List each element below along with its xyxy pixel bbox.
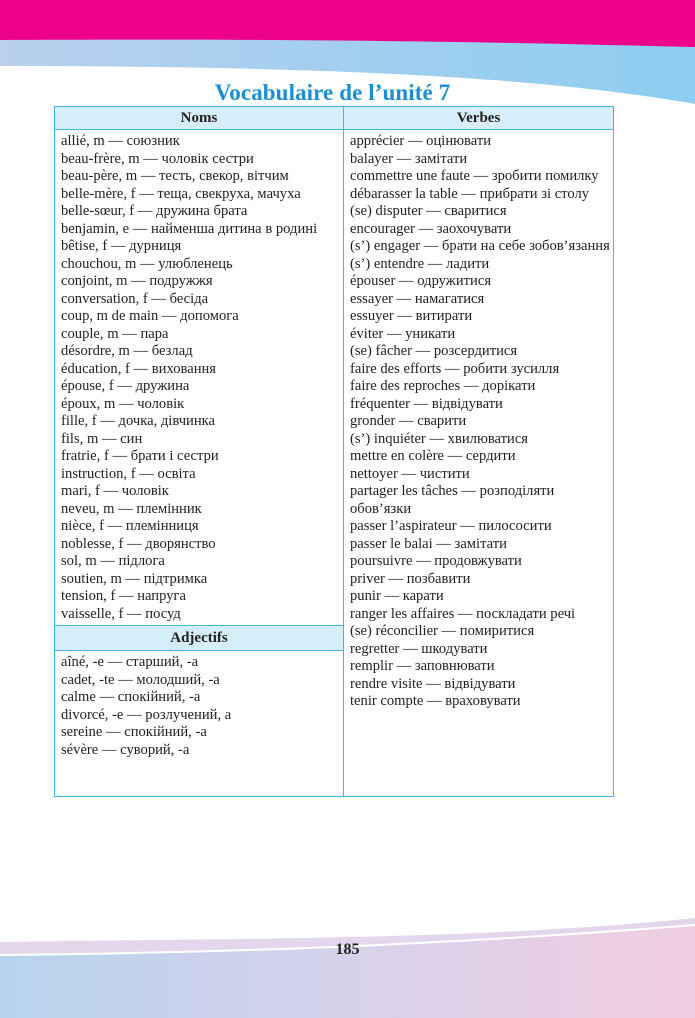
verb-entry: apprécier — оцінювати — [350, 133, 492, 149]
verb-entry: passer le balai — замітати — [350, 535, 507, 552]
noun-entry: fratrie, f — брати і сестри — [61, 448, 219, 464]
left-column — [55, 107, 344, 796]
noun-entry: conversation, f — бесіда — [61, 290, 209, 307]
noun-entry: conjoint, m — подружжя — [61, 273, 213, 289]
noun-entry: belle-sœur, f — дружина брата — [61, 203, 248, 219]
verb-entry: faire des efforts — робити зусилля — [350, 360, 560, 377]
verb-entry: rendre visite — відвідувати — [350, 675, 516, 692]
noun-entry: noblesse, f — дворянство — [61, 535, 216, 552]
page-title: Vocabulaire de l’unité 7 — [214, 80, 451, 105]
verb-entry: remplir — заповнювати — [350, 658, 495, 674]
verb-entry: gronder — сварити — [350, 413, 467, 429]
verb-entry: (s’) engager — брати на себе зобов’язання — [350, 238, 610, 254]
vocabulary-table — [54, 106, 614, 797]
verb-entry: passer l’aspirateur — пилососити — [350, 518, 552, 534]
verb-entry: (se) fâcher — розсердитися — [350, 343, 518, 359]
noun-entry: vaisselle, f — посуд — [61, 605, 181, 622]
verb-entry: essayer — намагатися — [350, 290, 485, 307]
verb-entry: épouser — одружитися — [350, 273, 492, 289]
verb-entry: poursuivre — продовжувати — [350, 553, 522, 569]
footer-decoration — [0, 900, 695, 1018]
verb-entry: ranger les affaires — посклaдати речі — [350, 605, 576, 622]
noun-entry: fille, f — дочка, дівчинка — [61, 413, 215, 429]
verb-entry: priver — позбавити — [350, 570, 471, 587]
adjectifs-header: Adjectifs — [55, 625, 343, 651]
adjectifs-list — [55, 651, 343, 759]
noun-entry: tension, f — напруга — [61, 588, 186, 604]
noms-list — [55, 130, 343, 623]
noun-entry: mari, f — чоловік — [61, 483, 169, 499]
noun-entry: beau-frère, m — чоловік сестри — [61, 150, 254, 167]
noun-entry: neveu, m — племінник — [61, 500, 202, 517]
right-column — [344, 107, 613, 796]
noun-entry: couple, m — пара — [61, 325, 169, 342]
noun-entry: soutien, m — підтримка — [61, 570, 208, 587]
verb-entry: essuyer — витирати — [350, 308, 473, 324]
noun-entry: belle-mère, f — теща, свекруха, мачуха — [61, 185, 301, 202]
adjective-entry: calme — спокійний, -а — [61, 689, 201, 705]
verb-entry: balayer — замітати — [350, 150, 468, 167]
noun-entry: bêtise, f — дурниця — [61, 238, 182, 254]
verb-entry: punir — карати — [350, 588, 444, 604]
verb-entry: tenir compte — враховувати — [350, 693, 521, 709]
adjective-entry: sévère — суворий, -а — [61, 741, 190, 758]
adjective-entry: divorcé, -e — розлучений, а — [61, 706, 232, 723]
adjective-entry: aîné, -e — старший, -а — [61, 654, 199, 670]
verb-entry: mettre en colère — сердити — [350, 448, 516, 464]
noun-entry: beau-père, m — тесть, свекор, вітчим — [61, 168, 289, 184]
adjective-entry: sereine — спокійний, -а — [61, 724, 207, 740]
adjective-entry: cadet, -te — молодший, -а — [61, 671, 220, 688]
verb-entry: débarasser la table — прибрати зі столу — [350, 185, 590, 202]
verb-entry: partager les tâches — розподіляти обов’язки — [350, 483, 555, 517]
page-number: 185 — [335, 941, 360, 958]
verb-entry: faire des reproches — дорікати — [350, 378, 536, 394]
noms-header: Noms — [55, 107, 343, 130]
verb-entry: commettre une faute — зробити помилку — [350, 168, 599, 184]
noun-entry: époux, m — чоловік — [61, 395, 185, 412]
verb-entry: éviter — уникати — [350, 325, 456, 342]
noun-entry: nièce, f — племінниця — [61, 518, 199, 534]
verb-entry: (se) réconcilier — помиритися — [350, 623, 535, 639]
noun-entry: allié, m — союзник — [61, 133, 180, 149]
noun-entry: éducation, f — виховання — [61, 360, 217, 377]
noun-entry: chouchou, m — улюбленець — [61, 255, 233, 272]
verb-entry: (s’) entendre — ладити — [350, 255, 490, 272]
verb-entry: encourager — заохочувати — [350, 220, 512, 237]
noun-entry: instruction, f — освіта — [61, 465, 196, 482]
noun-entry: coup, m de main — допомога — [61, 308, 239, 324]
noun-entry: benjamin, e — найменша дитина в родині — [61, 220, 318, 237]
noun-entry: fils, m — син — [61, 430, 143, 447]
verb-entry: regretter — шкодувати — [350, 640, 488, 657]
verbes-list — [344, 130, 613, 711]
verbes-header: Verbes — [344, 107, 613, 130]
verb-entry: fréquenter — відвідувати — [350, 395, 503, 412]
verb-entry: (s’) inquiéter — хвилюватися — [350, 430, 529, 447]
noun-entry: épouse, f — дружина — [61, 378, 190, 394]
verb-entry: (se) disputer — сваритися — [350, 203, 507, 219]
noun-entry: sol, m — підлога — [61, 553, 165, 569]
noun-entry: désordre, m — безлад — [61, 343, 193, 359]
verb-entry: nettoyer — чистити — [350, 465, 470, 482]
